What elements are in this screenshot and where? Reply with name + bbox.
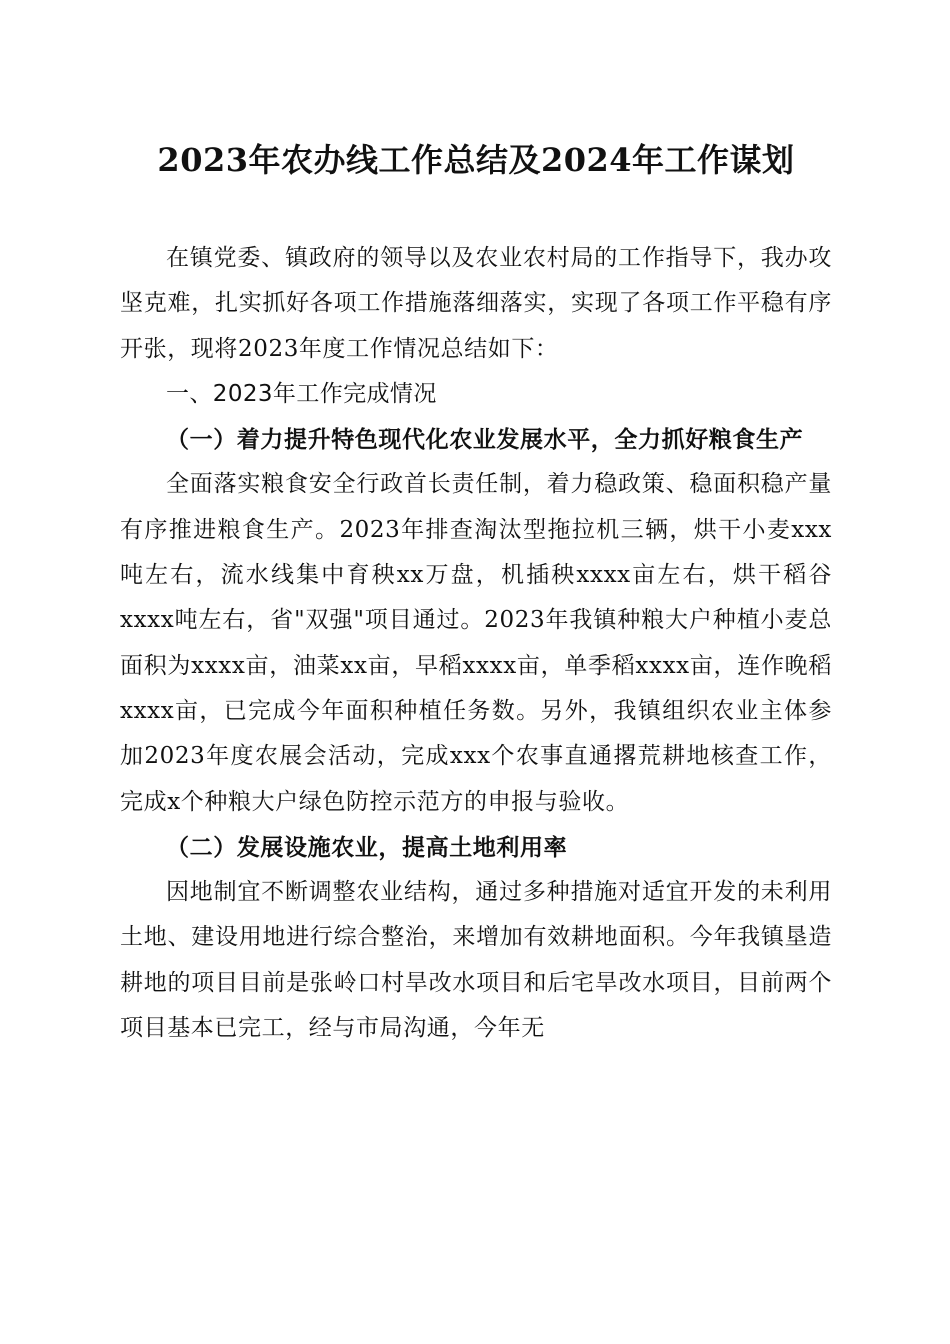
subsection-heading-facility-agriculture: （二）发展设施农业，提高土地利用率: [166, 833, 568, 861]
section-heading-completion: 一、2023年工作完成情况: [166, 380, 437, 407]
document-body: [120, 136, 832, 1051]
grain-production-paragraph: 全面落实粮食安全行政首长责任制，着力稳政策、稳面积稳产量有序推进粮食生产。2023年排查淘汰型拖拉机三辆，烘干小麦xxx吨左右，流水线集中育秧xx万盘，机插秧xxxx亩左右，烘干稻谷xxxx吨左右，省"双强"项目通过。2023年我镇种粮大户种植小麦总面积为xxxx亩，油菜xx亩，早稻xxxx亩，单季稻xxxx亩，连作晚稻xxxx亩，已完成今年面积种植任务数。另外，我镇组织农业主体参加2023年度农展会活动，完成xxx个农事直通撂荒耕地核查工作，完成x个种粮大户绿色防控示范方的申报与验收。: [120, 471, 832, 815]
intro-paragraph: 在镇党委、镇政府的领导以及农业农村局的工作指导下，我办攻坚克难，扎实抓好各项工作措施落细落实，实现了各项工作平稳有序开张，现将2023年度工作情况总结如下：: [120, 245, 832, 362]
facility-agriculture-paragraph: 因地制宜不断调整农业结构，通过多种措施对适宜开发的未利用土地、建设用地进行综合整治，来增加有效耕地面积。今年我镇垦造耕地的项目目前是张岭口村旱改水项目和后宅旱改水项目，目前两个项目基本已完工，经与市局沟通，今年无: [120, 879, 832, 1042]
subsection-heading-grain-production: （一）着力提升特色现代化农业发展水平，全力抓好粮食生产: [166, 426, 804, 454]
document-title: 2023年农办线工作总结及2024年工作谋划: [157, 141, 795, 179]
